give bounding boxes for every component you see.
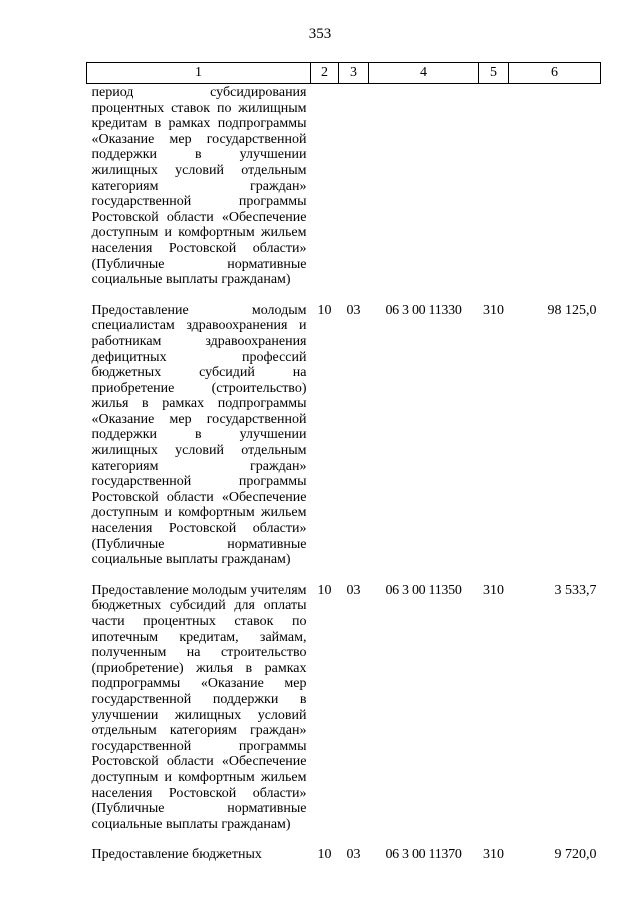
row-description: период субсидирования процентных ставок по жилищным кредитам в рамках подпрограммы «Оказание мер государственной поддержки в улучшении жилищных условий отдельным категориям граждан» государственной программы Ростовской области «Обеспечение доступным и комфортным жильем населения Ростовской области» (Публичные нормативные социальные выплаты гражданам) [91,85,307,288]
row-expense-type: 310 [483,302,504,318]
table-row [87,847,601,878]
column-header-5: 5 [479,63,509,84]
row-amount: 3 533,7 [554,582,597,598]
table-row [87,84,601,303]
row-target-code: 06 3 00 11350 [385,582,462,598]
column-header-3: 3 [339,63,369,84]
row-description: Предоставление молодым специалистам здравоохранения и работникам здравоохранения дефицитных профессий бюджетных субсидий на приобретение (строительство) жилья в рамках подпрограммы «Оказание мер государственной поддержки в улучшении жилищных условий отдельным категориям граждан» государственной программы Ростовской области «Обеспечение доступным и комфортным жильем населения Ростовской области» (Публичные нормативные социальные выплаты гражданам) [91,302,307,568]
row-expense-type: 310 [483,582,504,598]
row-amount: 9 720,0 [554,847,597,863]
row-target-code: 06 3 00 11370 [385,847,462,863]
row-section: 10 [317,302,332,318]
row-expense-type [479,84,509,303]
table-row [87,583,601,848]
row-subsection: 03 [346,847,361,863]
row-subsection: 03 [346,582,361,598]
budget-table [86,62,601,878]
column-header-6: 6 [509,63,601,84]
column-header-1: 1 [87,63,311,84]
table-header-row [87,63,601,84]
row-subsection [339,84,369,303]
row-subsection: 03 [346,302,361,318]
table-row [87,303,601,583]
row-amount [509,84,601,303]
page-number: 353 [308,26,332,42]
column-header-4: 4 [369,63,479,84]
row-description: Предоставление молодым учителям бюджетных субсидий для оплаты части процентных ставок по ипотечным кредитам, займам, полученным на строительство (приобретение) жилья в рамках подпрограммы «Оказание мер государственной поддержки в улучшении жилищных условий отдельным категориям граждан» государственной программы Ростовской области «Обеспечение доступным и комфортным жильем населения Ростовской области» (Публичные нормативные социальные выплаты гражданам) [91,582,307,832]
row-expense-type: 310 [483,847,504,863]
row-target-code [369,84,479,303]
row-section: 10 [317,582,332,598]
row-target-code: 06 3 00 11330 [385,302,462,318]
row-section [311,84,339,303]
row-amount: 98 125,0 [547,302,597,318]
row-description: Предоставление бюджетных [91,847,262,863]
row-section: 10 [317,847,332,863]
column-header-2: 2 [311,63,339,84]
